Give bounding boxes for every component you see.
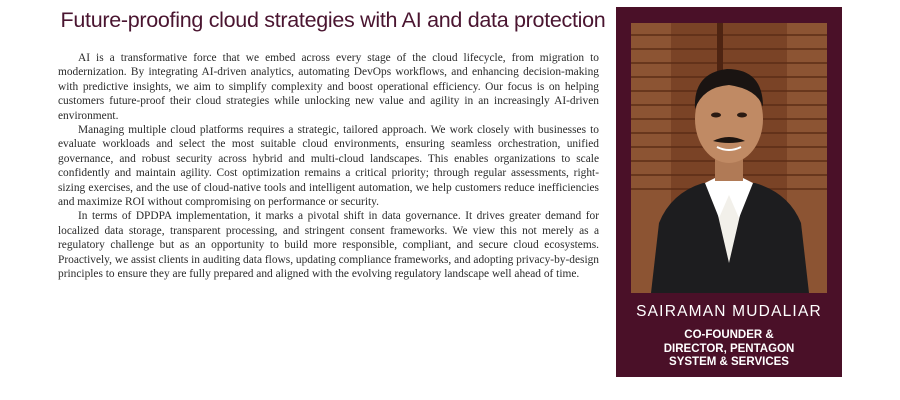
profile-name: SAIRAMAN MUDALIAR <box>636 303 822 320</box>
article-paragraph: AI is a transformative force that we embed across every stage of the cloud lifecycle, from migration to modernization. By integrating AI-driven analytics, automating DevOps workflows, and enhancing decision-making with predictive insights, we aim to simplify complexity and boost operational efficiency. Our focus is on helping customers future-proof their cloud strategies while unlocking new value and agility in an increasingly AI-driven environment. <box>58 52 599 122</box>
profile-role-line: DIRECTOR, PENTAGON <box>663 342 795 355</box>
profile-sidebar <box>616 7 842 377</box>
profile-role-line: CO-FOUNDER & <box>684 329 774 341</box>
article-paragraph: Managing multiple cloud platforms requires a strategic, tailored approach. We work closely with businesses to evaluate workloads and select the most suitable cloud environments, ensuring seamless orchestration, unified governance, and robust security across hybrid and multi-cloud landscapes. This enables organizations to scale confidently and maintain agility. Cost optimization remains a critical priority; through regular assessments, right-sizing exercises, and the use of cloud-native tools and intelligent automation, we help customers reduce inefficiencies and maximize ROI without compromising on performance or security. <box>58 124 599 209</box>
article-paragraph: In terms of DPDPA implementation, it marks a pivotal shift in data governance. It drives greater demand for localized data storage, transparent processing, and stringent consent frameworks. We view this not merely as a regulatory challenge but as an opportunity to build more responsible, compliant, and secure cloud ecosystems. Proactively, we assist clients in auditing data flows, updating compliance frameworks, and adopting privacy-by-design principles to ensure they are fully prepared and aligned with the evolving regulatory landscape well ahead of time. <box>58 210 599 281</box>
profile-role-line: SYSTEM & SERVICES <box>669 356 789 369</box>
profile-photo <box>631 23 827 293</box>
profile-role <box>616 329 842 370</box>
article-headline: Future-proofing cloud strategies with AI and data protection <box>60 8 606 32</box>
article-body <box>58 51 599 282</box>
